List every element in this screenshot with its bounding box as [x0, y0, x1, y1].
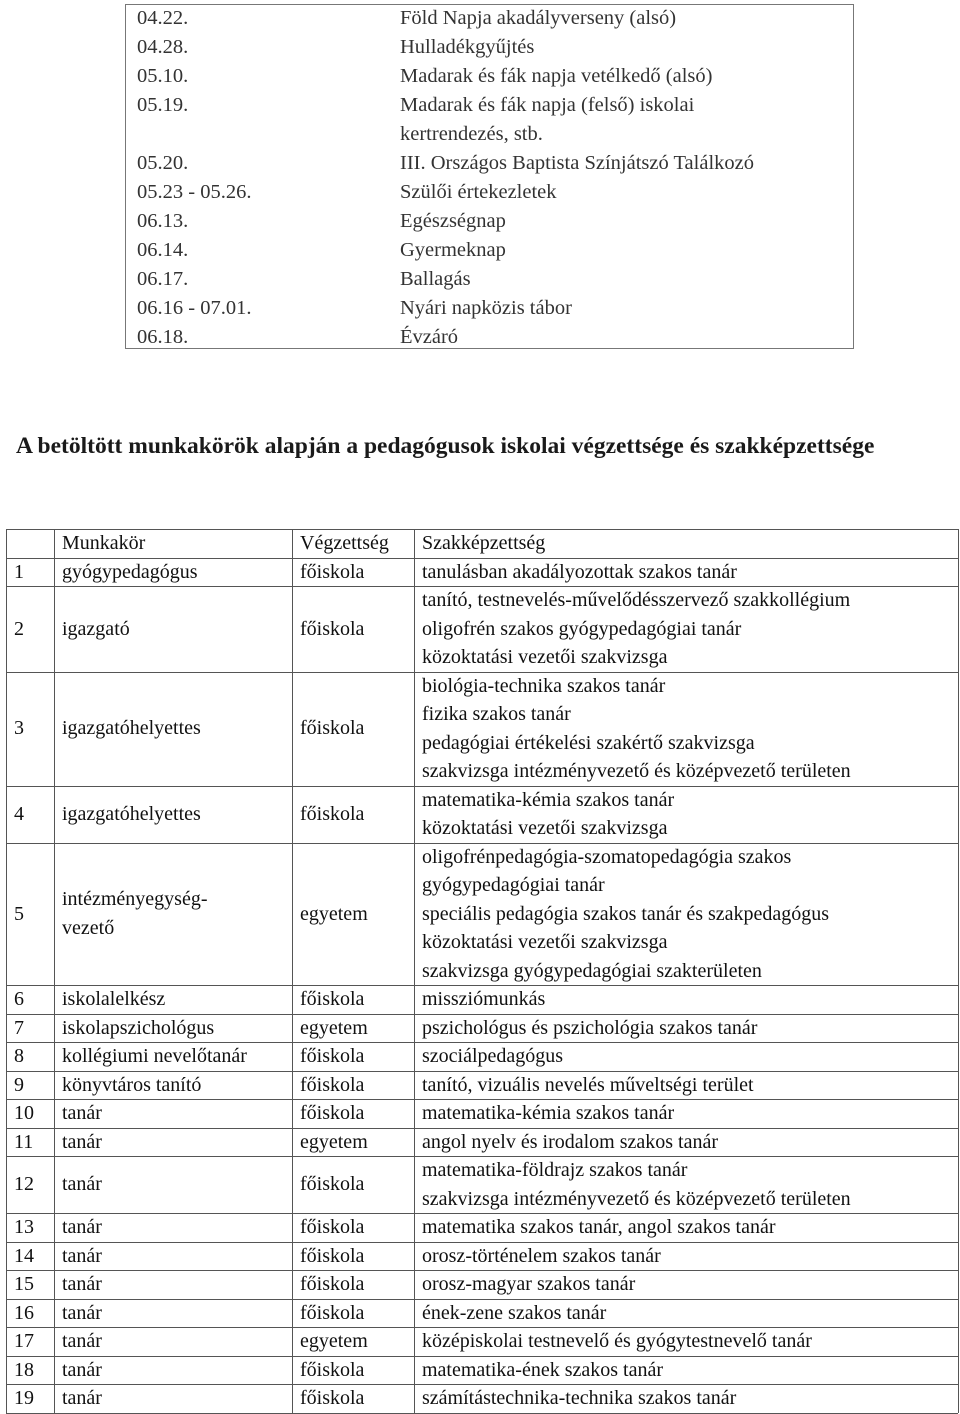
event-name-line: III. Országos Baptista Színjátszó Találkozó: [400, 152, 754, 174]
row-qualification-line: missziómunkás: [422, 988, 546, 1010]
row-education-line: egyetem: [300, 1130, 368, 1153]
row-qualification-line: közoktatási vezetői szakvizsga: [422, 817, 668, 839]
row-education: [300, 1213, 364, 1242]
row-number-line: 4: [14, 802, 24, 825]
event-date: 05.19.: [137, 94, 189, 116]
grid-horizontal-line: [6, 558, 958, 559]
row-education-line: főiskola: [300, 1045, 365, 1067]
row-qualification-line: gyógypedagógiai tanár: [422, 874, 605, 896]
row-role-line: vezető: [62, 916, 115, 939]
row-number: [14, 615, 24, 644]
row-role: [62, 800, 201, 829]
row-number: [14, 714, 24, 743]
row-number-line: 14: [14, 1244, 34, 1267]
row-education: [300, 1128, 368, 1157]
grid-vertical-line: [958, 529, 959, 1413]
row-number-line: 15: [14, 1273, 34, 1295]
row-qualification: [422, 1128, 718, 1157]
row-education: [300, 1299, 364, 1328]
grid-horizontal-line: [6, 1213, 958, 1214]
row-qualification: [422, 786, 674, 843]
row-role: [62, 558, 198, 587]
row-qualification: [422, 1384, 736, 1413]
row-qualification: [422, 1327, 812, 1356]
row-qualification-line: fizika szakos tanár: [422, 703, 571, 725]
header-qualification-line: Szakképzettség: [422, 532, 546, 554]
event-name: [400, 149, 754, 178]
row-role-line: tanár: [62, 1130, 102, 1153]
row-education: [300, 1099, 364, 1128]
row-qualification-line: matematika-kémia szakos tanár: [422, 788, 675, 811]
row-qualification: [422, 672, 851, 786]
event-date: 06.18.: [137, 326, 189, 348]
row-number-line: 2: [14, 617, 24, 640]
row-qualification-line: orosz-magyar szakos tanár: [422, 1273, 636, 1295]
grid-horizontal-line: [6, 1327, 958, 1328]
row-role: [62, 1270, 102, 1299]
row-qualification-line: orosz-történelem szakos tanár: [422, 1244, 661, 1267]
grid-horizontal-line: [6, 1128, 958, 1129]
row-qualification-line: matematika szakos tanár, angol szakos tanár: [422, 1216, 776, 1238]
event-name: [400, 4, 676, 33]
row-education-line: főiskola: [300, 802, 365, 825]
row-role: [62, 1213, 102, 1242]
row-qualification: [422, 1356, 663, 1385]
row-role-line: tanár: [62, 1173, 102, 1196]
row-role-line: intézményegység-: [62, 888, 208, 911]
grid-horizontal-line: [6, 1356, 958, 1357]
grid-vertical-line: [54, 529, 55, 1413]
row-qualification-line: matematika-kémia szakos tanár: [422, 1102, 675, 1124]
grid-horizontal-line: [6, 843, 958, 844]
row-role: [62, 1384, 102, 1413]
event-name: [400, 207, 506, 236]
event-name-line: Ballagás: [400, 268, 471, 290]
event-name: [400, 178, 557, 207]
grid-horizontal-line: [6, 1099, 958, 1100]
row-qualification-line: szakvizsga gyógypedagógiai szakterületen: [422, 959, 762, 982]
event-name: [400, 323, 458, 352]
event-name: [400, 33, 534, 62]
row-education: [300, 1242, 364, 1271]
grid-horizontal-line: [6, 1014, 958, 1015]
grid-horizontal-line: [6, 586, 958, 587]
row-education: [300, 800, 364, 829]
row-education-line: főiskola: [300, 1301, 365, 1324]
grid-horizontal-line: [6, 1270, 958, 1271]
row-education: [300, 1327, 368, 1356]
row-qualification-line: szakvizsga intézményvezető és középvezető területen: [422, 1187, 851, 1210]
row-qualification-line: pedagógiai értékelési szakértő szakvizsga: [422, 731, 755, 754]
event-date: 05.23 - 05.26.: [137, 181, 252, 203]
grid-horizontal-line: [6, 1299, 958, 1300]
row-number-line: 3: [14, 717, 24, 740]
row-role-line: iskolalelkész: [62, 988, 166, 1010]
row-education-line: főiskola: [300, 560, 365, 583]
row-role: [62, 714, 201, 743]
row-role: [62, 1170, 102, 1199]
row-role-line: tanár: [62, 1301, 102, 1324]
header-qualification: [422, 529, 545, 558]
row-role: [62, 985, 165, 1014]
row-role-line: tanár: [62, 1273, 102, 1295]
row-qualification: [422, 1213, 776, 1242]
row-qualification-line: tanulásban akadályozottak szakos tanár: [422, 560, 737, 583]
event-name-line: Szülői értekezletek: [400, 181, 557, 203]
row-qualification: [422, 586, 850, 672]
event-date: 04.22.: [137, 7, 189, 29]
header-role: [62, 529, 145, 558]
grid-horizontal-line: [6, 529, 958, 530]
row-role-line: tanár: [62, 1330, 102, 1352]
event-date: 04.28.: [137, 36, 189, 58]
row-qualification-line: szociálpedagógus: [422, 1045, 564, 1067]
row-education: [300, 1170, 364, 1199]
grid-horizontal-line: [6, 1071, 958, 1072]
event-name: [400, 236, 506, 265]
row-qualification: [422, 1156, 851, 1213]
row-education: [300, 1384, 364, 1413]
row-qualification: [422, 843, 829, 986]
row-role: [62, 1299, 102, 1328]
row-role: [62, 1099, 102, 1128]
row-role-line: igazgatóhelyettes: [62, 717, 201, 740]
row-qualification-line: ének-zene szakos tanár: [422, 1301, 607, 1324]
grid-horizontal-line: [6, 1384, 958, 1385]
event-name-line: Nyári napközis tábor: [400, 297, 572, 319]
row-education: [300, 900, 368, 929]
row-role: [62, 1014, 214, 1043]
row-education-line: főiskola: [300, 1358, 365, 1381]
header-education-line: Végzettség: [300, 532, 389, 554]
event-name-line: Évzáró: [400, 326, 459, 348]
event-date: 06.14.: [137, 239, 189, 261]
row-education: [300, 1270, 364, 1299]
row-qualification-line: közoktatási vezetői szakvizsga: [422, 931, 668, 953]
row-number: [14, 1071, 24, 1100]
row-education-line: főiskola: [300, 1273, 365, 1295]
event-date: 06.17.: [137, 268, 189, 290]
event-name: [400, 265, 471, 294]
row-number: [14, 1213, 34, 1242]
row-number: [14, 985, 24, 1014]
row-number-line: 17: [14, 1330, 34, 1352]
row-number-line: 11: [14, 1130, 34, 1153]
row-number: [14, 1128, 33, 1157]
event-date: 06.13.: [137, 210, 189, 232]
row-number: [14, 1042, 24, 1071]
row-education: [300, 1014, 368, 1043]
grid-vertical-line: [414, 529, 415, 1413]
grid-horizontal-line: [6, 786, 958, 787]
row-qualification: [422, 1042, 563, 1071]
row-education-line: főiskola: [300, 617, 365, 640]
row-role-line: iskolapszichológus: [62, 1016, 215, 1039]
row-role-line: tanár: [62, 1216, 102, 1238]
event-name-line: Madarak és fák napja (felső) iskolai: [400, 94, 695, 116]
row-qualification-line: tanító, vizuális nevelés műveltségi terület: [422, 1073, 754, 1096]
grid-horizontal-line: [6, 1156, 958, 1157]
row-education-line: főiskola: [300, 1102, 365, 1124]
row-number-line: 5: [14, 902, 24, 925]
event-name-line: Madarak és fák napja vetélkedő (alsó): [400, 65, 713, 87]
row-qualification-line: speciális pedagógia szakos tanár és szakpedagógus: [422, 902, 830, 925]
row-number: [14, 1299, 34, 1328]
grid-vertical-line: [6, 529, 7, 1413]
row-number: [14, 1014, 24, 1043]
section-heading: A betöltött munkakörök alapján a pedagógusok iskolai végzettsége és szakképzettsége: [16, 433, 875, 459]
grid-horizontal-line: [6, 672, 958, 673]
row-qualification-line: tanító, testnevelés-művelődésszervező szakkollégium: [422, 589, 851, 611]
row-qualification: [422, 1270, 635, 1299]
grid-vertical-line: [292, 529, 293, 1413]
row-role: [62, 1042, 247, 1071]
row-role: [62, 885, 208, 942]
row-qualification: [422, 1014, 757, 1043]
row-role-line: igazgató: [62, 617, 130, 640]
row-qualification-line: biológia-technika szakos tanár: [422, 674, 666, 697]
row-role-line: gyógypedagógus: [62, 560, 198, 583]
row-number-line: 16: [14, 1301, 34, 1324]
event-name-line: Egészségnap: [400, 210, 506, 232]
row-number-line: 13: [14, 1216, 34, 1238]
row-education-line: főiskola: [300, 1244, 365, 1267]
grid-horizontal-line: [6, 1242, 958, 1243]
event-name-line: Hulladékgyűjtés: [400, 36, 535, 58]
row-number: [14, 1270, 34, 1299]
event-name: [400, 91, 694, 149]
row-number: [14, 1327, 34, 1356]
row-education: [300, 1071, 364, 1100]
row-role-line: tanár: [62, 1358, 102, 1381]
row-education-line: főiskola: [300, 1387, 365, 1409]
row-number-line: 12: [14, 1173, 34, 1196]
row-education: [300, 1356, 364, 1385]
row-education-line: egyetem: [300, 1016, 368, 1039]
event-date: 05.10.: [137, 65, 189, 87]
header-education: [300, 529, 389, 558]
row-number-line: 6: [14, 988, 24, 1010]
event-name: [400, 294, 572, 323]
row-education: [300, 615, 364, 644]
row-number-line: 8: [14, 1045, 24, 1067]
row-education: [300, 985, 364, 1014]
row-qualification-line: matematika-földrajz szakos tanár: [422, 1159, 688, 1181]
row-qualification-line: matematika-ének szakos tanár: [422, 1358, 663, 1381]
row-number: [14, 1099, 34, 1128]
event-name-line: Föld Napja akadályverseny (alsó): [400, 7, 677, 29]
row-number: [14, 900, 24, 929]
row-qualification-line: közoktatási vezetői szakvizsga: [422, 646, 668, 668]
event-date: 05.20.: [137, 152, 189, 174]
row-role: [62, 1242, 102, 1271]
row-role: [62, 1071, 201, 1100]
row-qualification-line: szakvizsga intézményvezető és középvezető területen: [422, 760, 851, 782]
grid-horizontal-line: [6, 1042, 958, 1043]
row-education: [300, 558, 364, 587]
row-number: [14, 800, 24, 829]
row-qualification: [422, 1299, 606, 1328]
row-qualification: [422, 1242, 661, 1271]
row-qualification-line: angol nyelv és irodalom szakos tanár: [422, 1130, 719, 1153]
row-role-line: tanár: [62, 1102, 102, 1124]
row-role-line: igazgatóhelyettes: [62, 802, 201, 825]
row-role-line: tanár: [62, 1244, 102, 1267]
row-education-line: főiskola: [300, 1173, 365, 1196]
row-role-line: könyvtáros tanító: [62, 1073, 202, 1096]
event-name: [400, 62, 713, 91]
row-number-line: 7: [14, 1016, 24, 1039]
row-number: [14, 1242, 34, 1271]
row-role: [62, 1128, 102, 1157]
row-number-line: 18: [14, 1358, 34, 1381]
row-number-line: 9: [14, 1073, 24, 1096]
row-qualification: [422, 985, 545, 1014]
row-qualification: [422, 1099, 674, 1128]
event-date: 06.16 - 07.01.: [137, 297, 252, 319]
row-education-line: egyetem: [300, 902, 368, 925]
row-role: [62, 1327, 102, 1356]
event-name-line: Gyermeknap: [400, 239, 506, 261]
row-education-line: főiskola: [300, 1216, 365, 1238]
row-number: [14, 1356, 34, 1385]
row-qualification-line: oligofrén szakos gyógypedagógiai tanár: [422, 617, 742, 640]
row-qualification-line: pszichológus és pszichológia szakos tanár: [422, 1016, 758, 1039]
row-role: [62, 1356, 102, 1385]
row-qualification-line: oligofrénpedagógia-szomatopedagógia szakos: [422, 845, 792, 868]
grid-horizontal-line: [6, 985, 958, 986]
header-role-line: Munkakör: [62, 532, 146, 554]
row-education-line: egyetem: [300, 1330, 368, 1352]
row-education-line: főiskola: [300, 1073, 365, 1096]
row-role-line: tanár: [62, 1387, 102, 1409]
row-qualification-line: középiskolai testnevelő és gyógytestnevelő tanár: [422, 1330, 812, 1352]
row-number: [14, 558, 24, 587]
row-qualification: [422, 558, 737, 587]
row-number-line: 10: [14, 1102, 34, 1124]
row-number-line: 1: [14, 560, 24, 583]
row-education-line: főiskola: [300, 988, 365, 1010]
row-education-line: főiskola: [300, 717, 365, 740]
row-number-line: 19: [14, 1387, 34, 1409]
row-role-line: kollégiumi nevelőtanár: [62, 1045, 247, 1067]
row-role: [62, 615, 130, 644]
row-number: [14, 1384, 34, 1413]
row-education: [300, 714, 364, 743]
event-name-line: kertrendezés, stb.: [400, 123, 543, 145]
row-qualification: [422, 1071, 754, 1100]
row-qualification-line: számítástechnika-technika szakos tanár: [422, 1387, 737, 1409]
row-education: [300, 1042, 364, 1071]
row-number: [14, 1170, 34, 1199]
